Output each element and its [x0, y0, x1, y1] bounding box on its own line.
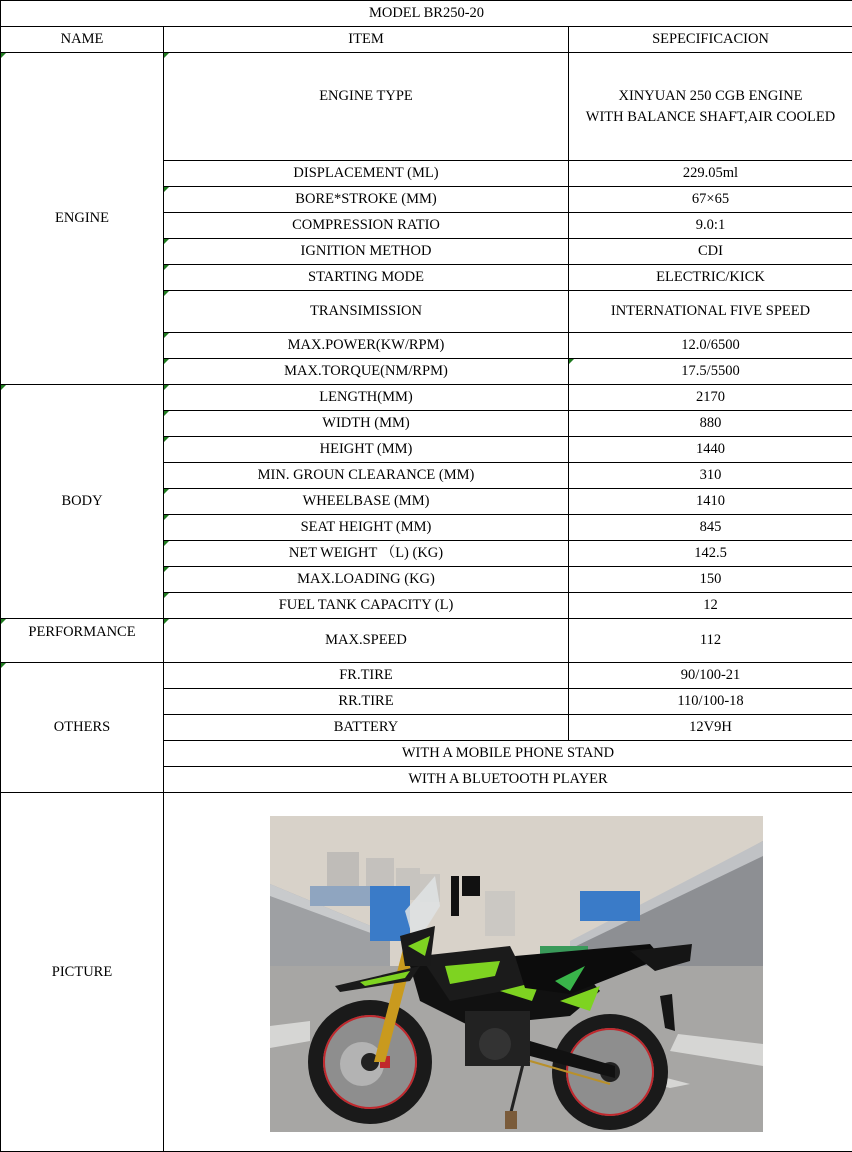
item-cell: NET WEIGHT （L) (KG) — [164, 541, 569, 567]
item-cell: RR.TIRE — [164, 689, 569, 715]
section-performance: PERFORMANCE — [1, 619, 164, 663]
value-cell: 12.0/6500 — [569, 333, 852, 359]
item-cell: TRANSIMISSION — [164, 291, 569, 333]
section-body: BODY — [1, 385, 164, 619]
table-row — [1, 793, 852, 1152]
picture-wrapper — [164, 794, 852, 1151]
value-cell: 1440 — [569, 437, 852, 463]
value-cell: 845 — [569, 515, 852, 541]
section-others: OTHERS — [1, 663, 164, 793]
value-cell: 12 — [569, 593, 852, 619]
value-cell: ELECTRIC/KICK — [569, 265, 852, 291]
item-cell: MAX.SPEED — [164, 619, 569, 663]
value-cell: 90/100-21 — [569, 663, 852, 689]
item-cell: WHEELBASE (MM) — [164, 489, 569, 515]
value-cell: 142.5 — [569, 541, 852, 567]
item-cell: IGNITION METHOD — [164, 239, 569, 265]
item-label: ENGINE TYPE — [319, 88, 413, 104]
value-cell: 12V9H — [569, 715, 852, 741]
value-cell: 17.5/5500 — [569, 359, 852, 385]
item-cell: DISPLACEMENT (ML) — [164, 161, 569, 187]
value-cell: 880 — [569, 411, 852, 437]
section-picture: PICTURE — [1, 793, 164, 1152]
item-cell: SEAT HEIGHT (MM) — [164, 515, 569, 541]
item-cell: BATTERY — [164, 715, 569, 741]
item-cell: MAX.POWER(KW/RPM) — [164, 333, 569, 359]
header-row — [1, 27, 852, 53]
item-cell: MIN. GROUN CLEARANCE (MM) — [164, 463, 569, 489]
value-cell: 67×65 — [569, 187, 852, 213]
value-cell: 9.0:1 — [569, 213, 852, 239]
value-cell — [569, 53, 852, 161]
item-cell: COMPRESSION RATIO — [164, 213, 569, 239]
item-cell: MAX.LOADING (KG) — [164, 567, 569, 593]
model-title: MODEL BR250-20 — [1, 1, 852, 27]
section-engine: ENGINE — [1, 53, 164, 385]
value-line: WITH BALANCE SHAFT,AIR COOLED — [585, 108, 836, 125]
header-spec: SEPECIFICACION — [569, 27, 852, 53]
table-row — [1, 385, 852, 411]
item-cell: BORE*STROKE (MM) — [164, 187, 569, 213]
value-cell: 2170 — [569, 385, 852, 411]
motorcycle-photo — [270, 816, 763, 1132]
value-cell: INTERNATIONAL FIVE SPEED — [569, 291, 852, 333]
item-cell: FR.TIRE — [164, 663, 569, 689]
value-cell: 229.05ml — [569, 161, 852, 187]
value-cell: 112 — [569, 619, 852, 663]
table-row — [1, 663, 852, 689]
value-cell: 150 — [569, 567, 852, 593]
item-cell: FUEL TANK CAPACITY (L) — [164, 593, 569, 619]
header-item: ITEM — [164, 27, 569, 53]
value-cell: 1410 — [569, 489, 852, 515]
note-cell: WITH A BLUETOOTH PLAYER — [164, 767, 852, 793]
header-name: NAME — [1, 27, 164, 53]
item-cell: LENGTH(MM) — [164, 385, 569, 411]
value-line: XINYUAN 250 CGB ENGINE — [618, 87, 803, 104]
table-row — [1, 619, 852, 663]
item-cell: STARTING MODE — [164, 265, 569, 291]
value-cell: CDI — [569, 239, 852, 265]
table-row — [1, 53, 852, 161]
item-cell: WIDTH (MM) — [164, 411, 569, 437]
value-cell: 310 — [569, 463, 852, 489]
item-cell: HEIGHT (MM) — [164, 437, 569, 463]
value-cell: 110/100-18 — [569, 689, 852, 715]
motorcycle-illustration-icon — [270, 816, 763, 1132]
title-row — [1, 1, 852, 27]
picture-cell — [164, 793, 852, 1152]
item-cell: MAX.TORQUE(NM/RPM) — [164, 359, 569, 385]
note-cell: WITH A MOBILE PHONE STAND — [164, 741, 852, 767]
item-cell — [164, 53, 569, 161]
